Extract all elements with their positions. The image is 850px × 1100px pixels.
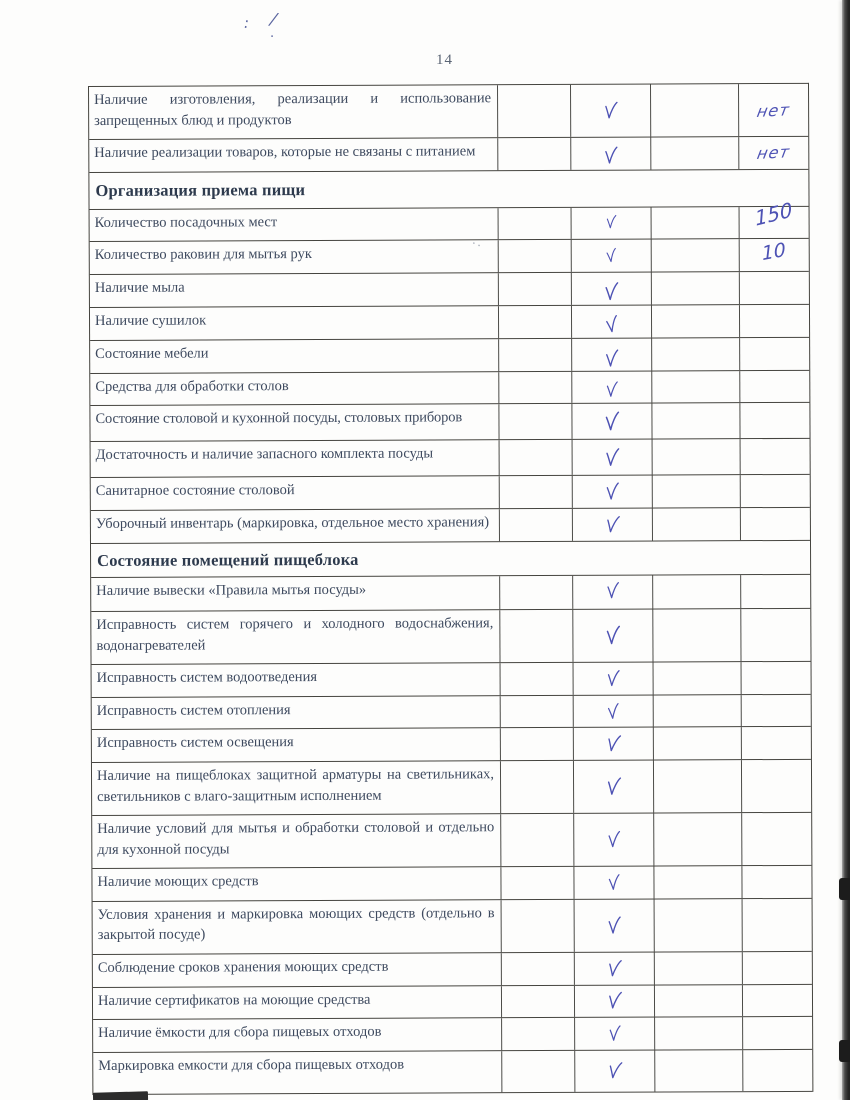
checkmark-icon bbox=[603, 410, 621, 434]
result-cell-empty bbox=[652, 338, 740, 370]
row-label: Соблюдение сроков хранения моющих средств bbox=[93, 953, 502, 986]
note-cell bbox=[743, 1017, 812, 1049]
checkmark-icon bbox=[606, 915, 622, 937]
checkmark-icon bbox=[605, 957, 623, 980]
table-row bbox=[90, 196, 809, 243]
checkmark-icon bbox=[607, 1024, 621, 1044]
section-title: Состояние помещений пищеблока bbox=[97, 549, 359, 570]
note-cell bbox=[743, 1050, 812, 1091]
result-cell-empty bbox=[653, 509, 741, 541]
checkmark-icon bbox=[606, 1059, 624, 1083]
result-cell-empty bbox=[654, 662, 742, 694]
check-cell bbox=[572, 371, 652, 403]
check-cell bbox=[571, 138, 651, 170]
check-cell bbox=[572, 305, 652, 337]
check-cell bbox=[573, 440, 653, 475]
table-row bbox=[93, 984, 812, 1020]
checkmark-icon bbox=[605, 701, 621, 722]
check-cell bbox=[572, 240, 652, 272]
note-cell bbox=[742, 813, 811, 865]
checkmark-icon bbox=[604, 246, 619, 265]
scan-artifact-bar bbox=[93, 1091, 148, 1100]
row-label: Исправность систем освещения bbox=[92, 729, 501, 762]
handwritten-note: нет bbox=[755, 142, 792, 164]
check-cell bbox=[575, 953, 655, 985]
checkmark-icon bbox=[604, 481, 620, 503]
criteria-cell-empty bbox=[500, 509, 573, 541]
table-row bbox=[91, 575, 810, 612]
checkmark-icon bbox=[603, 446, 620, 470]
table-row bbox=[90, 338, 809, 374]
table-row bbox=[92, 760, 811, 816]
row-label: Исправность систем горячего и холодного водоснабжения, водонагревателей bbox=[91, 610, 500, 664]
row-label: Маркировка емкости для сбора пищевых отходов bbox=[93, 1051, 502, 1094]
row-label: Наличие сушилок bbox=[90, 306, 499, 340]
pencil-smudge: ·. bbox=[469, 235, 483, 252]
handwritten-note: нет bbox=[755, 99, 792, 121]
criteria-cell-empty bbox=[499, 240, 572, 272]
handwritten-note: 150 bbox=[754, 196, 794, 231]
note-cell bbox=[742, 695, 811, 727]
inspection-table bbox=[88, 83, 813, 1095]
row-label: Количество раковин для мытья рук bbox=[90, 241, 499, 274]
ink-speck: ⁄ bbox=[270, 9, 277, 32]
result-cell-empty bbox=[654, 866, 742, 898]
check-cell bbox=[575, 1018, 655, 1050]
note-cell bbox=[740, 272, 809, 304]
criteria-cell-empty bbox=[501, 696, 574, 728]
section-header-row bbox=[91, 541, 810, 578]
note-cell bbox=[743, 899, 812, 951]
result-cell-empty bbox=[653, 476, 741, 508]
checkmark-icon bbox=[605, 580, 620, 601]
criteria-cell-empty bbox=[501, 728, 574, 760]
row-label: Наличие условий для мытья и обработки столовой и отдельно для кухонной посуды bbox=[92, 814, 501, 868]
criteria-cell-empty bbox=[500, 576, 573, 609]
result-cell-empty bbox=[653, 440, 741, 475]
row-label: Наличие изготовления, реализации и использование запрещенных блюд и продуктов bbox=[89, 85, 498, 139]
table-row bbox=[92, 695, 811, 731]
criteria-cell-empty bbox=[498, 138, 571, 170]
check-cell bbox=[575, 899, 655, 952]
table-row bbox=[90, 403, 809, 442]
result-cell-empty bbox=[652, 272, 740, 304]
result-cell-empty bbox=[655, 1017, 743, 1049]
table-row bbox=[92, 866, 811, 902]
row-label: Наличие ёмкости для сбора пищевых отходов bbox=[93, 1018, 502, 1051]
note-cell bbox=[742, 866, 811, 898]
criteria-cell-empty bbox=[499, 372, 572, 404]
check-cell bbox=[574, 695, 654, 727]
criteria-cell-empty bbox=[500, 610, 573, 662]
row-label: Условия хранения и маркировка моющих средств (отдельно в закрытой посуде) bbox=[93, 900, 502, 954]
criteria-cell-empty bbox=[500, 440, 573, 475]
result-cell-empty bbox=[655, 899, 743, 952]
check-cell bbox=[572, 404, 652, 439]
table-row bbox=[89, 137, 808, 173]
note-cell bbox=[741, 575, 810, 608]
row-label: Состояние мебели bbox=[90, 339, 499, 373]
result-cell-empty bbox=[652, 239, 740, 271]
check-cell bbox=[573, 576, 653, 609]
note-cell bbox=[742, 760, 811, 812]
checkmark-icon bbox=[606, 872, 621, 893]
check-cell bbox=[574, 663, 654, 695]
table-row bbox=[90, 272, 809, 308]
table-row bbox=[90, 371, 809, 407]
row-label: Уборочный инвентарь (маркировка, отдельное место хранения) bbox=[91, 510, 500, 543]
checkmark-icon bbox=[605, 379, 619, 399]
note-cell bbox=[740, 196, 809, 239]
checkmark-icon bbox=[604, 732, 623, 756]
table-row bbox=[93, 952, 812, 988]
checkmark-icon bbox=[605, 989, 623, 1013]
result-cell-empty bbox=[654, 695, 742, 727]
criteria-cell-empty bbox=[501, 814, 574, 866]
scan-edge-shadow bbox=[842, 0, 850, 1100]
row-label: Наличие моющих средств bbox=[92, 867, 501, 900]
note-cell bbox=[741, 475, 810, 507]
table-row bbox=[91, 508, 810, 544]
note-cell bbox=[741, 439, 810, 474]
criteria-cell-empty bbox=[502, 1018, 575, 1050]
row-label: Наличие сертификатов на моющие средства bbox=[93, 986, 502, 1019]
checkmark-icon bbox=[605, 213, 618, 230]
row-label: Санитарное состояние столовой bbox=[91, 477, 500, 511]
table-row bbox=[93, 1017, 812, 1053]
ink-speck: : bbox=[242, 13, 251, 33]
check-cell bbox=[572, 338, 652, 370]
result-cell-empty bbox=[655, 1050, 743, 1091]
result-cell-empty bbox=[654, 813, 742, 866]
row-label: Исправность систем водоотведения bbox=[92, 663, 501, 696]
note-cell bbox=[741, 609, 810, 661]
row-label: Достаточность и наличие запасного комплекта посуды bbox=[91, 441, 500, 478]
row-label: Средства для обработки столов bbox=[90, 372, 499, 405]
criteria-cell-empty bbox=[501, 761, 574, 813]
criteria-cell-empty bbox=[499, 339, 572, 371]
note-cell bbox=[740, 403, 809, 438]
table-row bbox=[93, 1050, 812, 1095]
result-cell-empty bbox=[652, 305, 740, 337]
note-cell bbox=[743, 984, 812, 1016]
criteria-cell-empty bbox=[499, 404, 572, 439]
page-number: 14 bbox=[436, 52, 453, 68]
section-header-row bbox=[89, 170, 808, 210]
note-cell bbox=[742, 727, 811, 759]
table-row bbox=[91, 609, 810, 665]
checkmark-icon bbox=[603, 145, 619, 167]
checkmark-icon bbox=[603, 313, 621, 336]
checkmark-icon bbox=[604, 348, 620, 370]
check-cell bbox=[574, 867, 654, 899]
note-cell bbox=[740, 338, 809, 370]
check-cell bbox=[572, 272, 652, 304]
result-cell-empty bbox=[652, 371, 740, 403]
table-row bbox=[91, 475, 810, 511]
check-cell bbox=[572, 207, 652, 239]
table-row bbox=[91, 439, 810, 478]
checkmark-icon bbox=[603, 513, 621, 536]
table-row bbox=[92, 662, 811, 698]
table-row bbox=[90, 305, 809, 341]
row-label: Наличие реализации товаров, которые не связаны с питанием bbox=[89, 138, 498, 171]
note-cell bbox=[740, 371, 809, 403]
check-cell bbox=[575, 1050, 655, 1091]
result-cell-empty bbox=[651, 137, 739, 169]
check-cell bbox=[574, 760, 654, 813]
criteria-cell-empty bbox=[499, 306, 572, 338]
checkmark-icon bbox=[604, 624, 621, 648]
scan-edge-nub bbox=[839, 1040, 850, 1062]
check-cell bbox=[573, 610, 653, 663]
row-label: Количество посадочных мест bbox=[90, 208, 499, 241]
result-cell-empty bbox=[652, 207, 740, 239]
table-row bbox=[89, 84, 808, 140]
result-cell-empty bbox=[655, 985, 743, 1017]
check-cell bbox=[574, 728, 654, 760]
handwritten-note: 10 bbox=[761, 238, 787, 266]
section-title: Организация приема пищи bbox=[95, 179, 306, 200]
ink-speck: . bbox=[270, 26, 275, 41]
table-row bbox=[93, 899, 812, 955]
checkmark-icon bbox=[605, 668, 621, 689]
note-cell bbox=[742, 662, 811, 694]
note-cell bbox=[740, 305, 809, 337]
check-cell bbox=[571, 85, 651, 138]
check-cell bbox=[573, 509, 653, 541]
row-label: Состояние столовой и кухонной посуды, столовых приборов bbox=[90, 405, 499, 442]
criteria-cell-empty bbox=[502, 985, 575, 1017]
checkmark-icon bbox=[604, 775, 622, 799]
note-cell bbox=[739, 137, 808, 169]
note-cell bbox=[740, 239, 809, 271]
table-row bbox=[92, 727, 811, 763]
criteria-cell-empty bbox=[502, 1051, 575, 1092]
criteria-cell-empty bbox=[498, 85, 571, 137]
check-cell bbox=[574, 814, 654, 867]
criteria-cell-empty bbox=[499, 208, 572, 240]
result-cell-empty bbox=[655, 952, 743, 984]
table-row bbox=[92, 813, 811, 869]
note-cell bbox=[741, 508, 810, 540]
result-cell-empty bbox=[653, 609, 741, 662]
note-cell bbox=[739, 84, 808, 136]
criteria-cell-empty bbox=[500, 476, 573, 508]
result-cell-empty bbox=[654, 728, 742, 760]
criteria-cell-empty bbox=[501, 867, 574, 899]
row-label: Наличие на пищеблоках защитной арматуры на светильниках, светильников с влаго-защитным исполнением bbox=[92, 761, 501, 815]
checkmark-icon bbox=[603, 280, 620, 303]
note-cell bbox=[743, 952, 812, 984]
checkmark-icon bbox=[602, 99, 619, 122]
row-label: Исправность систем отопления bbox=[92, 696, 501, 729]
criteria-cell-empty bbox=[499, 273, 572, 305]
criteria-cell-empty bbox=[502, 953, 575, 985]
criteria-cell-empty bbox=[501, 663, 574, 695]
row-label: Наличие мыла bbox=[90, 273, 499, 307]
result-cell-empty bbox=[651, 84, 739, 137]
check-cell bbox=[575, 985, 655, 1017]
result-cell-empty bbox=[653, 575, 741, 608]
scan-edge-nub bbox=[839, 878, 850, 900]
table-row bbox=[90, 239, 809, 275]
row-label: Наличие вывески «Правила мытья посуды» bbox=[91, 576, 500, 611]
checkmark-icon bbox=[606, 829, 621, 850]
check-cell bbox=[573, 476, 653, 508]
criteria-cell-empty bbox=[502, 900, 575, 952]
result-cell-empty bbox=[652, 404, 740, 439]
result-cell-empty bbox=[654, 760, 742, 813]
